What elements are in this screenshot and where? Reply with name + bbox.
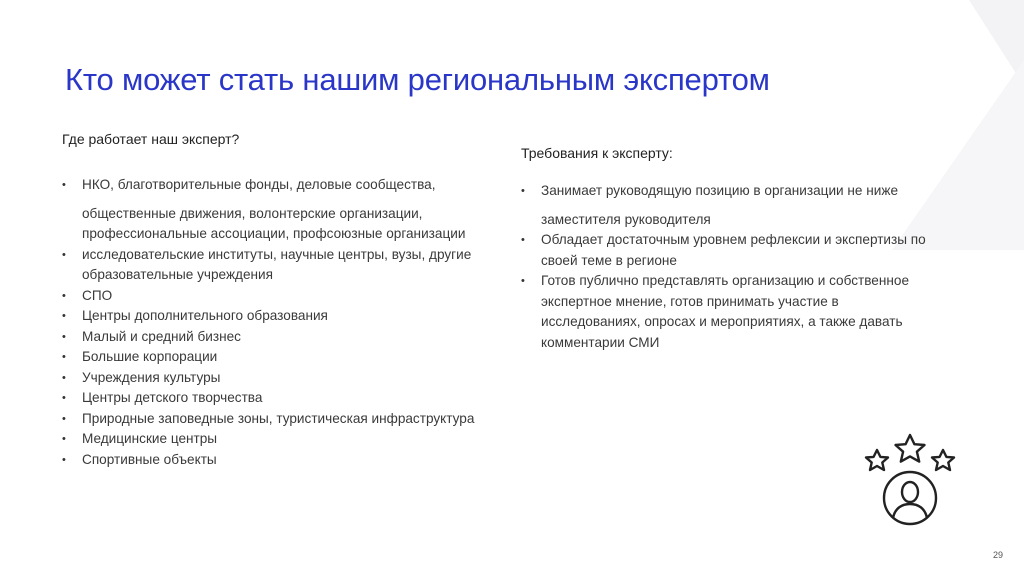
list-item: [62, 286, 502, 307]
list-item-line: Медицинские центры: [82, 431, 218, 446]
star-icon: [932, 450, 954, 470]
left-heading: Где работает наш эксперт?: [62, 131, 240, 147]
list-item-line: Центры детского творчества: [82, 390, 263, 405]
shoulders-icon: [893, 504, 927, 518]
page-number: 29: [993, 550, 1004, 560]
list-item: [62, 388, 502, 409]
bullet-icon: •: [521, 185, 525, 197]
list-item-line: Готов публично представлять организацию и собственное: [541, 273, 909, 288]
list-item: [62, 175, 502, 245]
list-item-line: Большие корпорации: [82, 349, 218, 364]
right-heading: Требования к эксперту:: [521, 145, 673, 161]
list-item: [521, 230, 951, 271]
workplace-list: [62, 175, 502, 470]
bullet-icon: •: [62, 310, 66, 322]
bullet-icon: •: [62, 412, 66, 425]
list-item-line: Спортивные объекты: [82, 451, 217, 467]
list-item-line: образовательные учреждения: [82, 267, 273, 282]
expert-with-stars-icon: [860, 432, 960, 532]
avatar-circle-icon: [884, 472, 936, 524]
right-column: [521, 145, 951, 353]
list-item: [62, 347, 502, 368]
list-item-line: СПО: [82, 287, 113, 303]
bullet-icon: •: [62, 453, 66, 466]
bullet-icon: •: [62, 392, 66, 404]
list-item-line: Малый и средний бизнес: [82, 328, 241, 344]
list-item-line: Природные заповедные зоны, туристическая инфраструктура: [82, 410, 475, 426]
list-item: [62, 450, 502, 471]
list-item-line: исследовательские институты, научные центры, вузы, другие: [82, 246, 472, 262]
star-icon: [896, 435, 925, 462]
bullet-icon: •: [521, 275, 525, 287]
list-item: [521, 271, 951, 353]
list-item-line: Обладает достаточным уровнем рефлексии и экспертизы по: [541, 232, 926, 247]
list-item-line: Занимает руководящую позицию в организации не ниже: [541, 183, 899, 198]
bullet-icon: •: [62, 351, 66, 363]
list-item-line: общественные движения, волонтерские организации,: [82, 205, 423, 221]
head-icon: [902, 482, 918, 502]
list-item-line: Центры дополнительного образования: [82, 308, 328, 323]
list-item-line: Учреждения культуры: [82, 369, 221, 385]
list-item-line: заместителя руководителя: [541, 211, 711, 227]
left-column: [62, 131, 502, 470]
star-icon: [866, 450, 888, 470]
list-item: [62, 327, 502, 348]
list-item-line: комментарии СМИ: [541, 334, 660, 350]
list-item: [521, 181, 951, 230]
list-item-line: профессиональные ассоциации, профсоюзные организации: [82, 226, 466, 241]
list-item: [62, 409, 502, 430]
bullet-icon: •: [521, 234, 525, 246]
list-item-line: исследованиях, опросах и мероприятиях, а также давать: [541, 314, 903, 329]
bullet-icon: •: [62, 289, 66, 302]
list-item-line: НКО, благотворительные фонды, деловые сообщества,: [82, 177, 436, 192]
list-item-line: своей теме в регионе: [541, 252, 677, 268]
list-item: [62, 245, 502, 286]
bullet-icon: •: [62, 179, 66, 191]
bullet-icon: •: [62, 433, 66, 445]
list-item: [62, 306, 502, 327]
page-title: Кто может стать нашим региональным экспертом: [65, 62, 770, 97]
list-item: [62, 429, 502, 450]
bullet-icon: •: [62, 248, 66, 261]
requirements-list: [521, 181, 951, 353]
bullet-icon: •: [62, 371, 66, 384]
list-item-line: экспертное мнение, готов принимать участие в: [541, 293, 839, 309]
bullet-icon: •: [62, 330, 66, 343]
list-item: [62, 368, 502, 389]
